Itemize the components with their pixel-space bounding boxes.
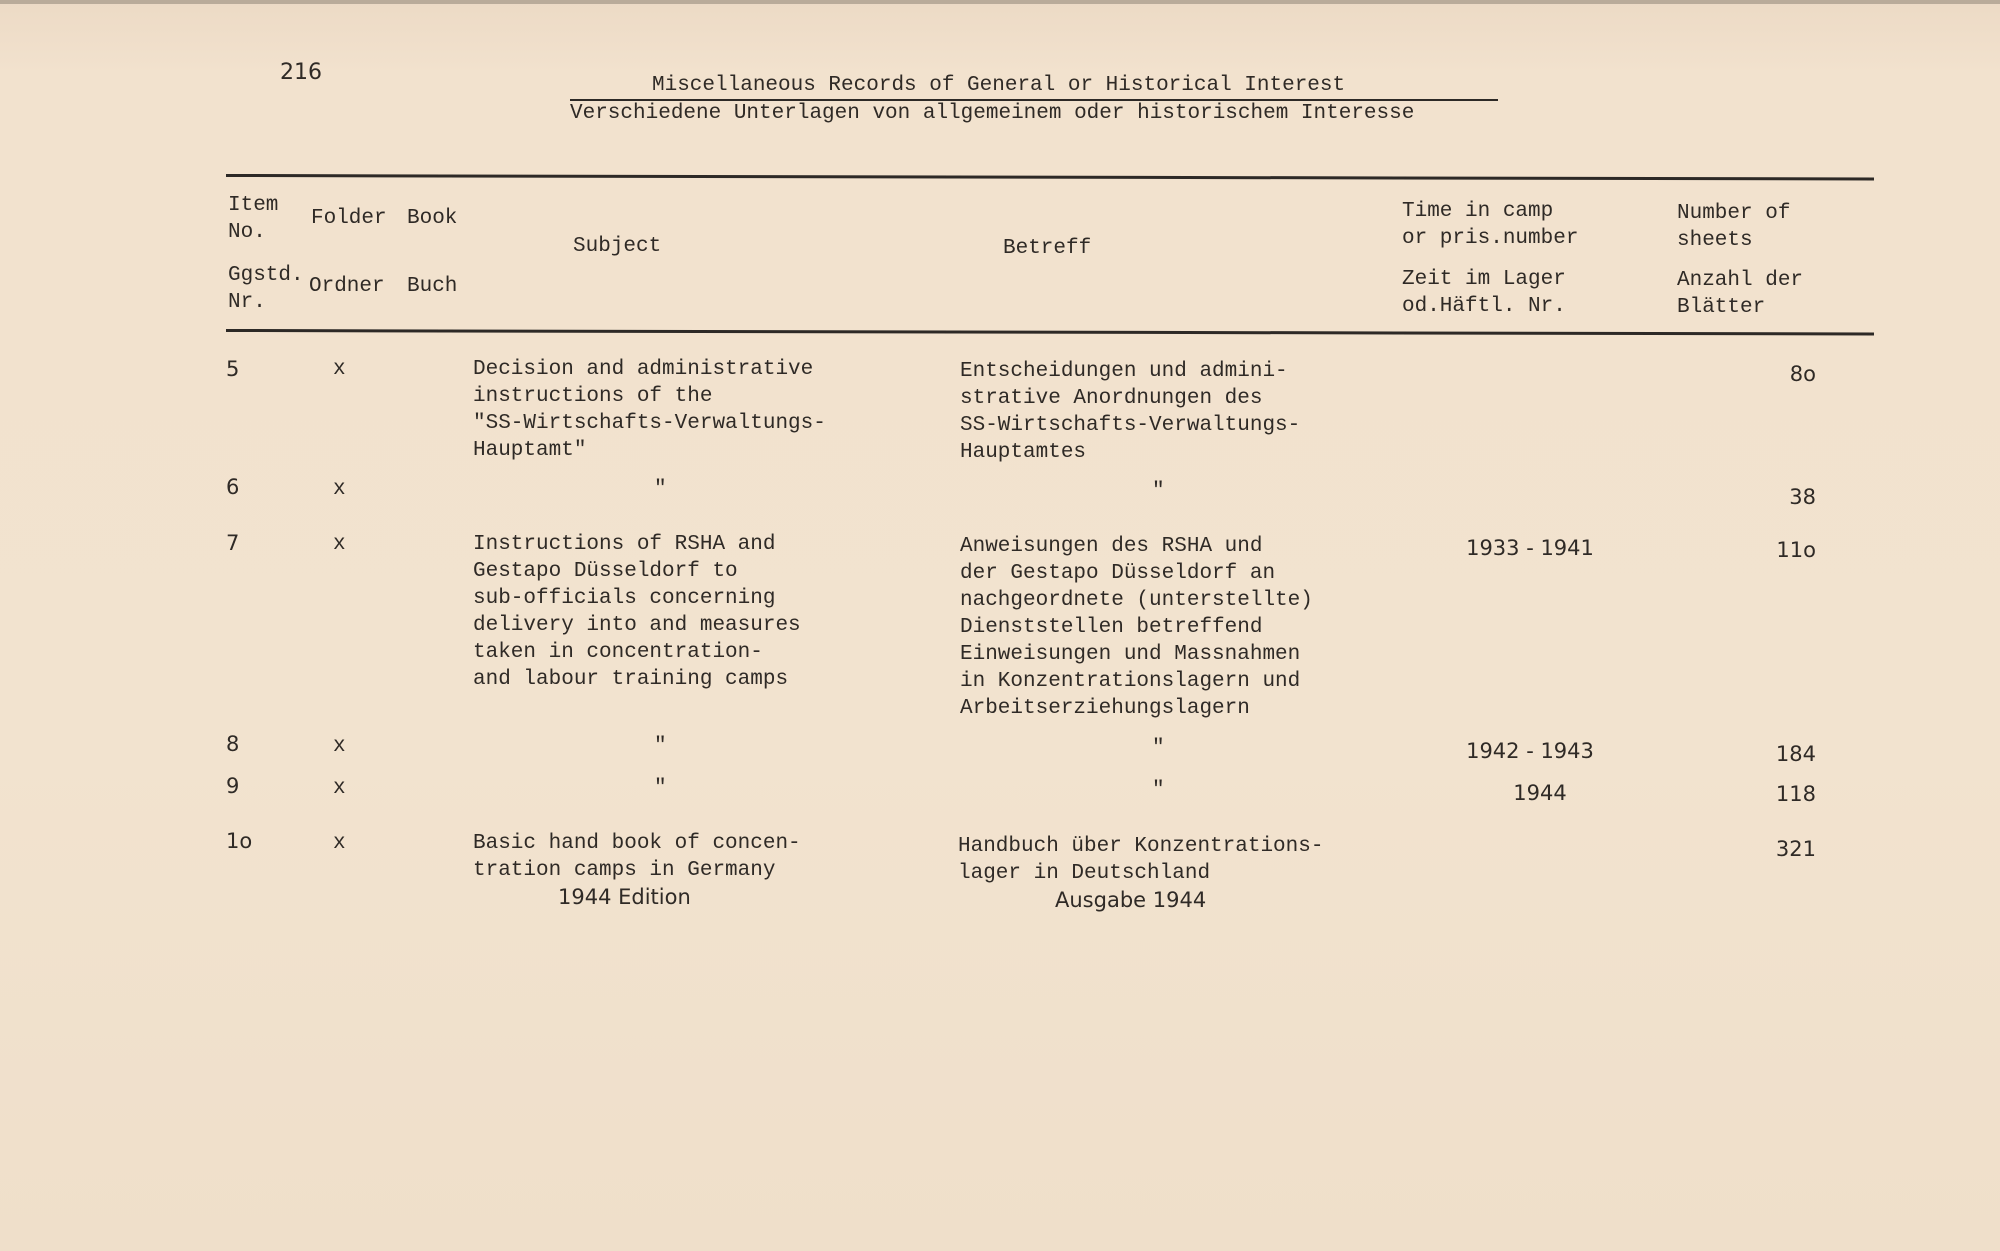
row-9-folder: x xyxy=(333,777,346,800)
row-5-folder: x xyxy=(333,358,346,381)
row-8-time: 1942 - 1943 xyxy=(1466,739,1594,763)
row-6-subject-ditto: " xyxy=(654,478,667,501)
header-betreff: Betreff xyxy=(1003,237,1092,260)
header-item-de: Ggstd. Nr. xyxy=(228,264,304,314)
row-5-betreff: Entscheidungen und admini- strative Anordnungen des SS-Wirtschafts-Verwaltungs- Hauptamtes xyxy=(960,360,1301,464)
header-book-de: Buch xyxy=(407,275,458,298)
header-subject: Subject xyxy=(573,235,662,258)
row-7-item: 7 xyxy=(226,531,240,555)
row-10-folder: x xyxy=(333,832,346,855)
table-top-rule xyxy=(226,174,1874,180)
row-7-folder: x xyxy=(333,533,346,556)
row-7-subject: Instructions of RSHA and Gestapo Düsseldorf to sub-officials concerning delivery into and measures taken in concentration- and labour training camps xyxy=(473,533,801,691)
row-8-item: 8 xyxy=(226,732,240,756)
row-9-item: 9 xyxy=(226,774,240,798)
row-8-subject-ditto: " xyxy=(654,735,667,758)
row-6-sheets: 38 xyxy=(1789,485,1816,509)
row-9-time: 1944 xyxy=(1513,781,1567,805)
page-number: 216 xyxy=(280,60,322,85)
row-9-subject-ditto: " xyxy=(654,777,667,800)
row-7-sheets: 11o xyxy=(1776,538,1816,562)
scan-edge xyxy=(0,0,2000,4)
row-6-item: 6 xyxy=(226,475,240,499)
row-7-time: 1933 - 1941 xyxy=(1466,536,1594,560)
row-10-subject: Basic hand book of concen- tration camps in Germany xyxy=(473,832,801,882)
header-time-en: Time in camp or pris.number xyxy=(1402,200,1579,250)
header-folder-de: Ordner xyxy=(309,275,385,298)
row-8-betreff-ditto: " xyxy=(1152,737,1165,760)
header-book-en: Book xyxy=(407,207,458,230)
row-7-betreff: Anweisungen des RSHA und der Gestapo Düsseldorf an nachgeordnete (unterstellte) Dienststellen betreffend Einweisungen und Massnahmen in Konzentrationslagern und Arbeitserziehungslagern xyxy=(960,535,1313,720)
header-bottom-rule xyxy=(226,329,1874,335)
title-german: Verschiedene Unterlagen von allgemeinem oder historischem Interesse xyxy=(570,102,1415,125)
row-9-betreff-ditto: " xyxy=(1152,779,1165,802)
row-6-folder: x xyxy=(333,478,346,501)
title-english: Miscellaneous Records of General or Historical Interest xyxy=(652,74,1346,97)
row-10-sheets: 321 xyxy=(1775,837,1816,861)
row-5-sheets: 8o xyxy=(1789,362,1816,386)
row-10-betreff: Handbuch über Konzentrations- lager in Deutschland xyxy=(958,835,1324,885)
header-item-en: Item No. xyxy=(228,194,279,244)
row-8-folder: x xyxy=(333,735,346,758)
row-8-sheets: 184 xyxy=(1775,742,1816,766)
row-6-betreff-ditto: " xyxy=(1152,480,1165,503)
row-10-betreff-edition: Ausgabe 1944 xyxy=(1055,888,1207,912)
row-9-sheets: 118 xyxy=(1775,782,1816,806)
row-10-subject-edition: 1944 Edition xyxy=(558,885,691,909)
header-sheets-en: Number of sheets xyxy=(1677,202,1791,252)
header-sheets-de: Anzahl der Blätter xyxy=(1677,269,1804,319)
header-time-de: Zeit im Lager od.Häftl. Nr. xyxy=(1402,268,1566,318)
header-folder-en: Folder xyxy=(311,207,387,230)
row-5-subject: Decision and administrative instructions of the "SS-Wirtschafts-Verwaltungs- Hauptamt" xyxy=(473,358,826,462)
row-10-item: 1o xyxy=(226,829,253,853)
row-5-item: 5 xyxy=(226,357,240,381)
